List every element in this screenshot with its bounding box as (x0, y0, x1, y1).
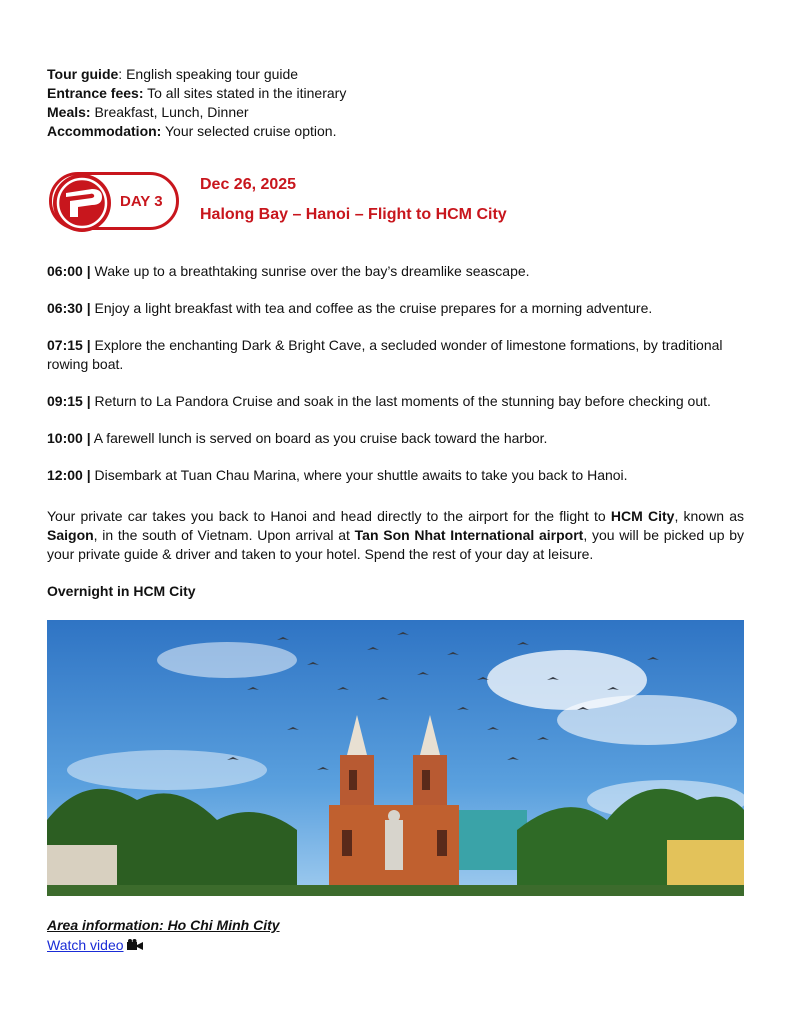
overnight-note: Overnight in HCM City (47, 583, 196, 599)
schedule-entry: 09:15 | Return to La Pandora Cruise and soak in the last moments of the stunning bay before checking out. (47, 393, 711, 409)
cathedral-photo (47, 620, 744, 896)
meals-line: Meals: Breakfast, Lunch, Dinner (47, 104, 249, 120)
schedule-entry: 12:00 | Disembark at Tuan Chau Marina, where your shuttle awaits to take you back to Hanoi. (47, 467, 628, 483)
cathedral-image (47, 620, 744, 896)
day-date: Dec 26, 2025 (200, 176, 297, 193)
day-badge (49, 172, 179, 230)
schedule-entry: 06:30 | Enjoy a light breakfast with tea and coffee as the cruise prepares for a morning adventure. (47, 300, 653, 316)
accommodation-line: Accommodation: Your selected cruise option. (47, 123, 337, 139)
day-badge-label: DAY 3 (120, 193, 163, 210)
watch-video-link[interactable] (47, 937, 143, 953)
day-header (47, 172, 744, 234)
schedule-entry: 07:15 | Explore the enchanting Dark & Bright Cave, a secluded wonder of limestone formations, by traditional rowing boat. (47, 337, 723, 372)
schedule-list (47, 262, 744, 503)
brand-logo-icon (52, 171, 114, 235)
schedule-entry: 06:00 | Wake up to a breathtaking sunrise over the bay’s dreamlike seascape. (47, 263, 530, 279)
video-camera-icon[interactable] (127, 939, 143, 952)
watch-video-label[interactable]: Watch video (47, 937, 124, 953)
transfer-paragraph: Your private car takes you back to Hanoi and head directly to the airport for the flight to HCM City, known as Saigon, in the south of Vietnam. Upon arrival at Tan Son Nhat International airport, you will be picked up by your private guide & driver and taken to your hotel. Spend the rest of your day at leisure. (47, 508, 745, 562)
area-information-heading: Area information: Ho Chi Minh City (47, 917, 280, 933)
schedule-entry: 10:00 | A farewell lunch is served on board as you cruise back toward the harbor. (47, 430, 548, 446)
day-title: Halong Bay – Hanoi – Flight to HCM City (200, 206, 507, 223)
entrance-fees-line: Entrance fees: To all sites stated in the itinerary (47, 85, 347, 101)
tour-guide-line: Tour guide: English speaking tour guide (47, 66, 299, 82)
tour-details (47, 65, 346, 141)
